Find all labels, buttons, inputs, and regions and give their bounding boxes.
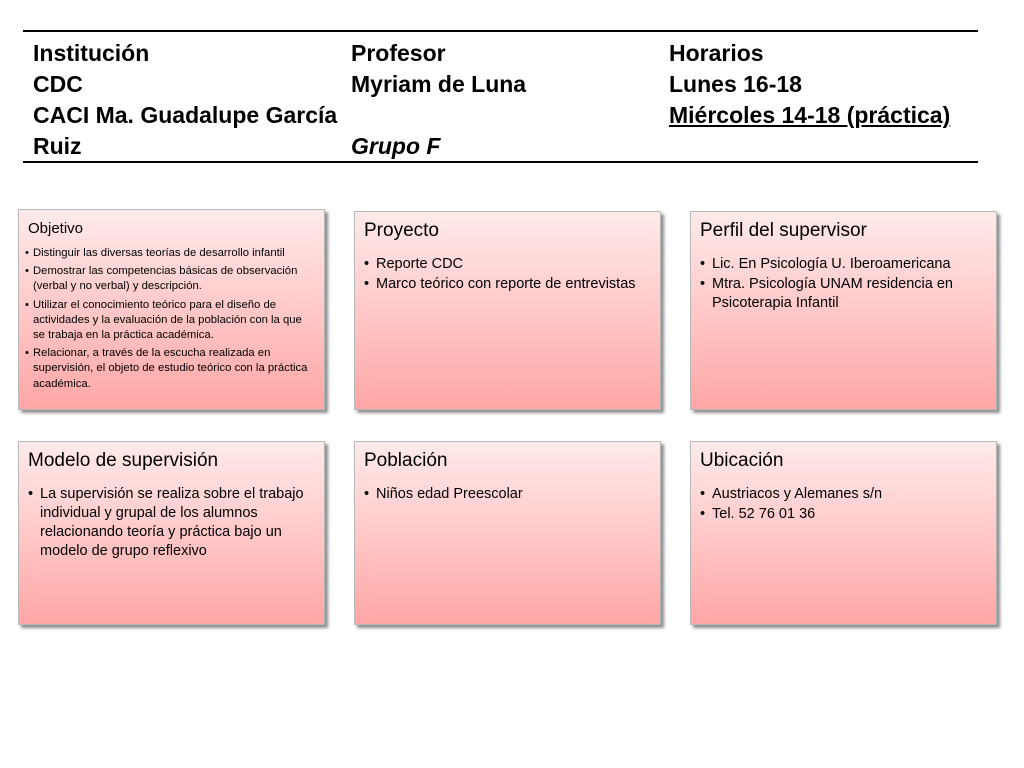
horario-line-1: Lunes 16-18 <box>669 71 802 97</box>
modelo-list <box>28 485 316 562</box>
spacer <box>351 100 526 131</box>
list-item: • Niños edad Preescolar <box>364 485 652 504</box>
card-proyecto <box>354 211 661 410</box>
group-label: Grupo F <box>351 133 441 159</box>
header-table <box>23 30 978 163</box>
card-title: Objetivo <box>28 220 84 237</box>
card-objetivo <box>18 209 325 410</box>
list-item: • Utilizar el conocimiento teórico para el diseño de actividades y la evaluación de la población con la que se trabaja en la práctica académica. <box>25 298 316 344</box>
institucion-label: Institución <box>33 40 150 66</box>
card-title: Proyecto <box>364 220 439 241</box>
list-item: • Mtra. Psicología UNAM residencia en Psicoterapia Infantil <box>700 275 988 313</box>
horario-line-2: Miércoles 14-18 (práctica) <box>669 102 951 128</box>
horarios-label: Horarios <box>669 40 764 66</box>
profesor-label: Profesor <box>351 40 446 66</box>
list-item: • Marco teórico con reporte de entrevistas <box>364 275 652 294</box>
card-modelo-supervision <box>18 441 325 625</box>
list-item: • Tel. 52 76 01 36 <box>700 505 988 524</box>
profesor-column <box>351 38 526 162</box>
card-poblacion <box>354 441 661 625</box>
card-title: Ubicación <box>700 450 784 471</box>
perfil-list <box>700 255 988 314</box>
list-item: • Relacionar, a través de la escucha realizada en supervisión, el objeto de estudio teórico con la práctica académica. <box>25 346 316 392</box>
card-perfil-supervisor <box>690 211 997 410</box>
list-item: • Demostrar las competencias básicas de observación (verbal y no verbal) y descripción. <box>25 264 316 294</box>
ubicacion-list <box>700 485 988 525</box>
institucion-line-1: CDC <box>33 71 83 97</box>
list-item: • La supervisión se realiza sobre el trabajo individual y grupal de los alumnos relacionando teoría y práctica bajo un modelo de grupo reflexivo <box>28 485 316 561</box>
profesor-name: Myriam de Luna <box>351 71 527 97</box>
institucion-line-2: CACI Ma. Guadalupe García <box>33 102 338 128</box>
institucion-line-3: Ruiz <box>33 133 82 159</box>
card-title: Perfil del supervisor <box>700 220 867 241</box>
list-item: • Lic. En Psicología U. Iberoamericana <box>700 255 988 274</box>
horarios-column <box>669 38 950 131</box>
card-title: Población <box>364 450 448 471</box>
objetivo-list <box>25 246 316 395</box>
proyecto-list <box>364 255 652 295</box>
list-item: • Reporte CDC <box>364 255 652 274</box>
card-ubicacion <box>690 441 997 625</box>
poblacion-list <box>364 485 652 505</box>
list-item: • Austriacos y Alemanes s/n <box>700 485 988 504</box>
card-title: Modelo de supervisión <box>28 450 219 471</box>
institucion-column <box>33 38 337 162</box>
list-item: • Distinguir las diversas teorías de desarrollo infantil <box>25 246 316 261</box>
